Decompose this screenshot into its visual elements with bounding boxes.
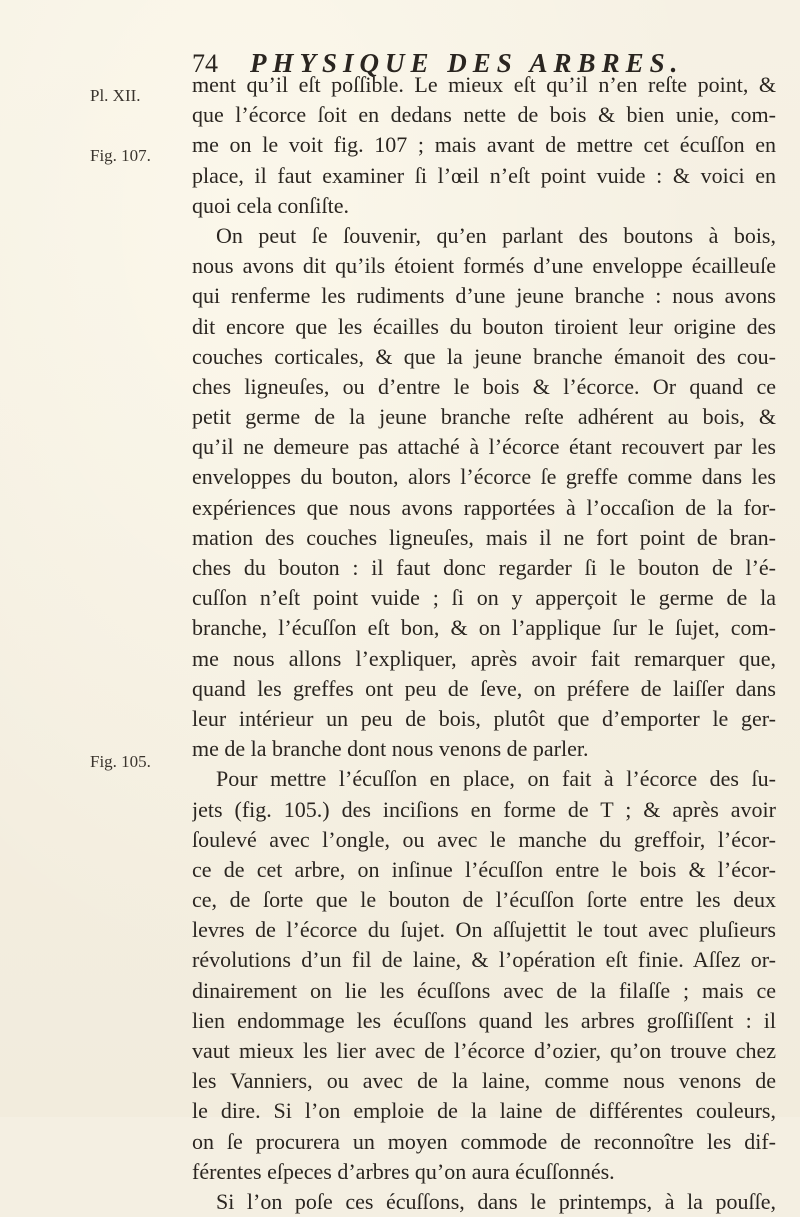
text-line: Si l’on poſe ces écuſſons, dans le printemps, à la pouſſe,: [216, 1188, 776, 1214]
text-line: me on le voit fig. 107 ; mais avant de mettre cet écuſſon en: [192, 132, 776, 158]
body-text: [192, 70, 776, 1217]
text-line: petit germe de la jeune branche reſte adhérent au bois, &: [192, 404, 776, 430]
text-line: révolutions d’un fil de laine, & l’opération eſt finie. Aſſez or-: [192, 947, 776, 973]
text-line: ſoulevé avec l’ongle, ou avec le manche du greffoir, l’écor-: [192, 826, 776, 852]
text-line: quoi cela conſiſte.: [192, 192, 349, 218]
text-line: dinairement on lie les écuſſons avec de la filaſſe ; mais ce: [192, 977, 776, 1003]
text-line: ce, de ſorte que le bouton de l’écuſſon ſorte entre les deux: [192, 887, 776, 913]
text-line: que l’écorce ſoit en dedans nette de bois & bien unie, com-: [192, 102, 776, 128]
text-line: qui renferme les rudiments d’une jeune branche : nous avons: [192, 283, 776, 309]
text-line: me de la branche dont nous venons de parler.: [192, 736, 589, 762]
text-line: enveloppes du bouton, alors l’écorce ſe greffe comme dans les: [192, 464, 776, 490]
text-line: férentes eſpeces d’arbres qu’on aura écuſſonnés.: [192, 1158, 615, 1184]
text-line: lien endommage les écuſſons quand les arbres groſſiſſent : il: [192, 1007, 776, 1033]
text-line: mation des couches ligneuſes, mais il ne fort point de bran-: [192, 524, 776, 550]
text-line: qu’il ne demeure pas attaché à l’écorce étant recouvert par les: [192, 434, 776, 460]
text-line: leur intérieur un peu de bois, plutôt que d’emporter le ger-: [192, 705, 776, 731]
text-line: ment qu’il eſt poſſible. Le mieux eſt qu’il n’en reſte point, &: [192, 72, 776, 97]
text-line: Pour mettre l’écuſſon en place, on fait à l’écorce des ſu-: [216, 766, 776, 792]
text-line: cuſſon n’eſt point vuide ; ſi on y apperçoit le germe de la: [192, 585, 776, 611]
text-line: on ſe procurera un moyen commode de reconnoître les dif-: [192, 1128, 776, 1154]
text-line: nous avons dit qu’ils étoient formés d’une enveloppe écailleuſe: [192, 253, 776, 279]
text-line: vaut mieux les lier avec de l’écorce d’ozier, qu’on trouve chez: [192, 1038, 776, 1063]
text-line: On peut ſe ſouvenir, qu’en parlant des boutons à bois,: [216, 222, 776, 248]
text-line: branche, l’écuſſon eſt bon, & on l’applique ſur le ſujet, com-: [192, 615, 776, 641]
text-line: jets (fig. 105.) des inciſions en forme de T ; & après avoir: [192, 796, 776, 822]
margin-note-figure-107: Fig. 107.: [90, 146, 151, 165]
text-line: le dire. Si l’on emploie de la laine de différentes couleurs,: [192, 1098, 776, 1124]
text-line: ches du bouton : il faut donc regarder ſi le bouton de l’é-: [192, 555, 776, 580]
text-line: place, il faut examiner ſi l’œil n’eſt point vuide : & voici en: [192, 162, 776, 188]
text-line: expériences que nous avons rapportées à l’occaſion de la for-: [192, 494, 776, 520]
text-line: ches ligneuſes, ou d’entre le bois & l’écorce. Or quand ce: [192, 373, 776, 399]
text-line: les Vanniers, ou avec de la laine, comme nous venons de: [192, 1068, 776, 1094]
text-line: ce de cet arbre, on inſinue l’écuſſon entre le bois & l’écor-: [192, 856, 776, 882]
text-line: couches corticales, & que la jeune branche émanoit des cou-: [192, 343, 776, 369]
text-line: dit encore que les écailles du bouton tiroient leur origine des: [192, 313, 776, 339]
text-line: levres de l’écorce du ſujet. On aſſujettit le tout avec pluſieurs: [192, 917, 776, 943]
text-line: quand les greffes ont peu de ſeve, on préfere de laiſſer dans: [192, 675, 776, 701]
text-line: me nous allons l’expliquer, après avoir fait remarquer que,: [192, 645, 776, 671]
page-number: 74: [192, 49, 218, 78]
running-title: PHYSIQUE DES ARBRES.: [250, 48, 684, 78]
margin-note-figure-105: Fig. 105.: [90, 752, 151, 771]
margin-note-plate: Pl. XII.: [90, 86, 141, 105]
